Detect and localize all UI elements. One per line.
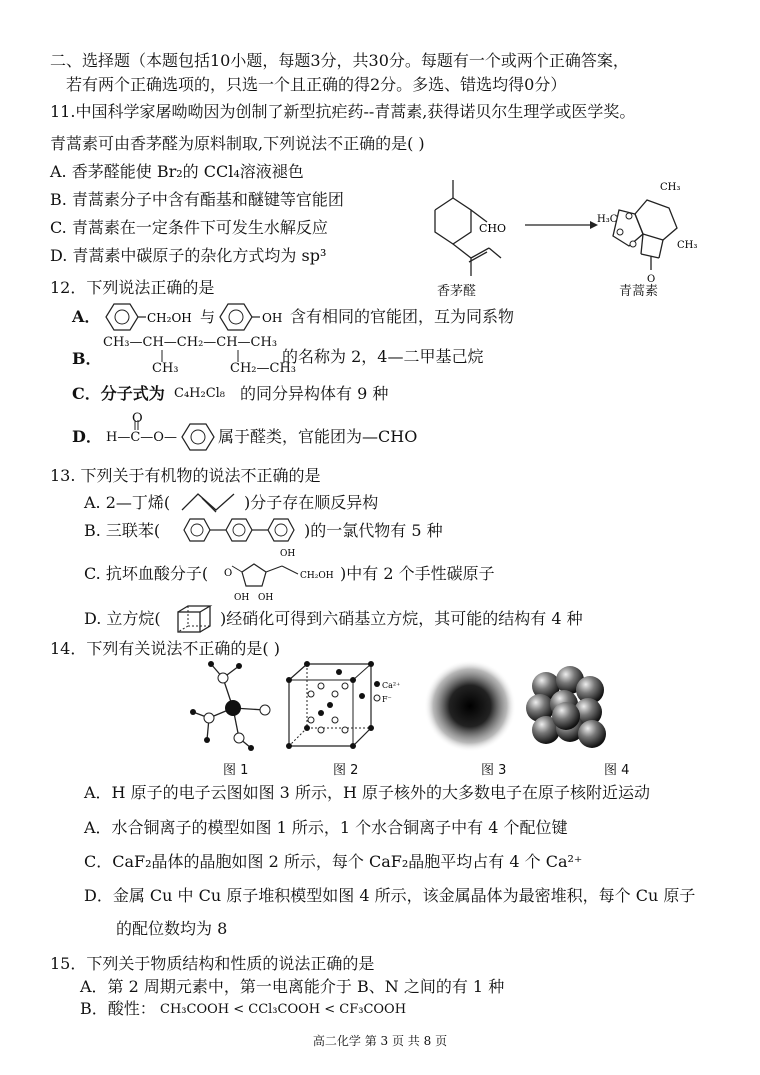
q12-d-o: O	[132, 411, 143, 426]
citronellal-chain	[435, 198, 471, 244]
q14-option-a1: A．H 原子的电子云图如图 3 所示，H 原子核外的大多数电子在原子核附近运动	[84, 783, 650, 802]
q15-stem: 15．下列关于物质结构和性质的说法正确的是	[50, 954, 375, 973]
figure-3-caption: 图 3	[481, 763, 507, 778]
terphenyl-structure	[180, 516, 304, 544]
q14-option-d2: 的配位数均为 8	[116, 919, 228, 938]
q12-d-chain: H—C—O—	[106, 430, 177, 445]
q13-c-post: )中有 2 个手性碳原子	[340, 564, 495, 583]
q14-stem: 14．下列有关说法不正确的是( )	[50, 639, 280, 658]
q11-stem-1: 11.中国科学家屠呦呦因为创制了新型抗疟药--青蒿素,获得诺贝尔生理学或医学奖。	[50, 102, 636, 121]
svg-text:F⁻: F⁻	[382, 695, 392, 704]
figure-1-hydrated-copper	[185, 660, 277, 752]
q14-option-a2: A．水合铜离子的模型如图 1 所示，1 个水合铜离子中有 4 个配位键	[84, 818, 568, 837]
q11-option-a: A. 香茅醛能使 Br₂的 CCl₄溶液褪色	[50, 162, 304, 181]
svg-text:CH₃: CH₃	[660, 182, 681, 193]
svg-text:CH₂OH: CH₂OH	[300, 571, 334, 581]
ascorbic-acid-structure	[224, 546, 342, 602]
q13-b-post: )的一氯代物有 5 种	[304, 521, 443, 540]
figure-2-caf2-cell	[285, 660, 401, 752]
section-header-line2: 若有两个正确选项的，只选一个且正确的得2分。多选、错选均得0分）	[66, 75, 567, 94]
fig-label-citronellal: 香茅醛	[437, 284, 477, 299]
q12-stem: 12．下列说法正确的是	[50, 278, 215, 297]
q13-a-post: )分子存在顺反异构	[244, 493, 379, 512]
q12-b-text: 的名称为 2，4—二甲基己烷	[282, 347, 484, 366]
fig-label-artemisinin: 青蒿素	[619, 284, 659, 299]
butene-structure	[180, 490, 242, 514]
cubane-structure	[176, 604, 216, 634]
q12-b-chain: CH₃—CH—CH₂—CH—CH₃	[103, 335, 278, 350]
q12-b-sub2: CH₂—CH₃	[230, 361, 296, 376]
figure-4-close-packing	[520, 660, 612, 752]
q11-option-c: C. 青蒿素在一定条件下可发生水解反应	[50, 218, 328, 237]
svg-text:OH: OH	[234, 593, 250, 603]
q12-c-formula: C₄H₂Cl₈	[174, 386, 226, 401]
figure-4-caption: 图 4	[604, 763, 630, 778]
svg-text:CH₃: CH₃	[677, 240, 698, 251]
q13-b-pre: B. 三联苯(	[84, 521, 161, 540]
svg-text:O: O	[647, 274, 656, 285]
section-header-line1: 二、选择题（本题包括10小题，每题3分，共30分。每题有一个或两个正确答案，	[50, 51, 629, 70]
q11-option-b: B. 青蒿素分子中含有酯基和醚键等官能团	[50, 190, 344, 209]
q15-option-b-formula: CH₃COOH < CCl₃COOH < CF₃COOH	[160, 1002, 407, 1017]
q15-option-a: A．第 2 周期元素中，第一电离能介于 B、N 之间的有 1 种	[80, 977, 505, 996]
svg-text:H₃C: H₃C	[597, 214, 618, 225]
q13-c-pre: C. 抗坏血酸分子(	[84, 564, 209, 583]
q14-option-c: C．CaF₂晶体的晶胞如图 2 所示，每个 CaF₂晶胞平均占有 4 个 Ca²⁺	[84, 852, 583, 871]
figure-1-caption: 图 1	[223, 763, 249, 778]
q12-a-text: 含有相同的官能团，互为同系物	[290, 307, 515, 326]
q12-d-text: 属于醛类，官能团为—CHO	[218, 427, 418, 446]
q12-d-prefix: D．	[72, 427, 102, 446]
page-footer: 高二化学 第 3 页 共 8 页	[312, 1034, 448, 1048]
q13-d-post: )经硝化可得到六硝基立方烷，其可能的结构有 4 种	[220, 609, 583, 628]
q13-d-pre: D. 立方烷(	[84, 609, 161, 628]
svg-text:Ca²⁺: Ca²⁺	[382, 681, 401, 690]
svg-text:OH: OH	[280, 549, 296, 559]
q13-stem: 13. 下列关于有机物的说法不正确的是	[50, 466, 321, 485]
svg-text:O: O	[224, 568, 233, 579]
svg-text:CH₂OH: CH₂OH	[147, 311, 192, 325]
figure-3-electron-cloud	[420, 656, 520, 756]
q12-c-text: 的同分异构体有 9 种	[240, 384, 389, 403]
q14-option-d1: D．金属 Cu 中 Cu 原子堆积模型如图 4 所示，该金属晶体为最密堆积，每个 Cu 原子	[84, 886, 696, 905]
q13-a-pre: A. 2—丁烯(	[84, 493, 171, 512]
q12-a-prefix: A．	[72, 307, 101, 326]
q12-b-sub1: CH₃	[152, 361, 179, 376]
q12-a-structures	[100, 300, 290, 334]
svg-text:与: 与	[200, 308, 216, 326]
q15-option-b-prefix: B．酸性：	[80, 999, 156, 1018]
q12-c-prefix: C．分子式为	[72, 384, 165, 403]
figure-2-caption: 图 2	[333, 763, 359, 778]
fig-cho-label: CHO	[479, 222, 507, 235]
svg-text:OH: OH	[258, 593, 274, 603]
q11-option-d: D. 青蒿素中碳原子的杂化方式均为 sp³	[50, 246, 327, 265]
q12-b-prefix: B．	[72, 349, 102, 368]
q11-stem-2: 青蒿素可由香茅醛为原料制取,下列说法不正确的是( )	[50, 134, 425, 153]
svg-text:OH: OH	[262, 311, 283, 325]
